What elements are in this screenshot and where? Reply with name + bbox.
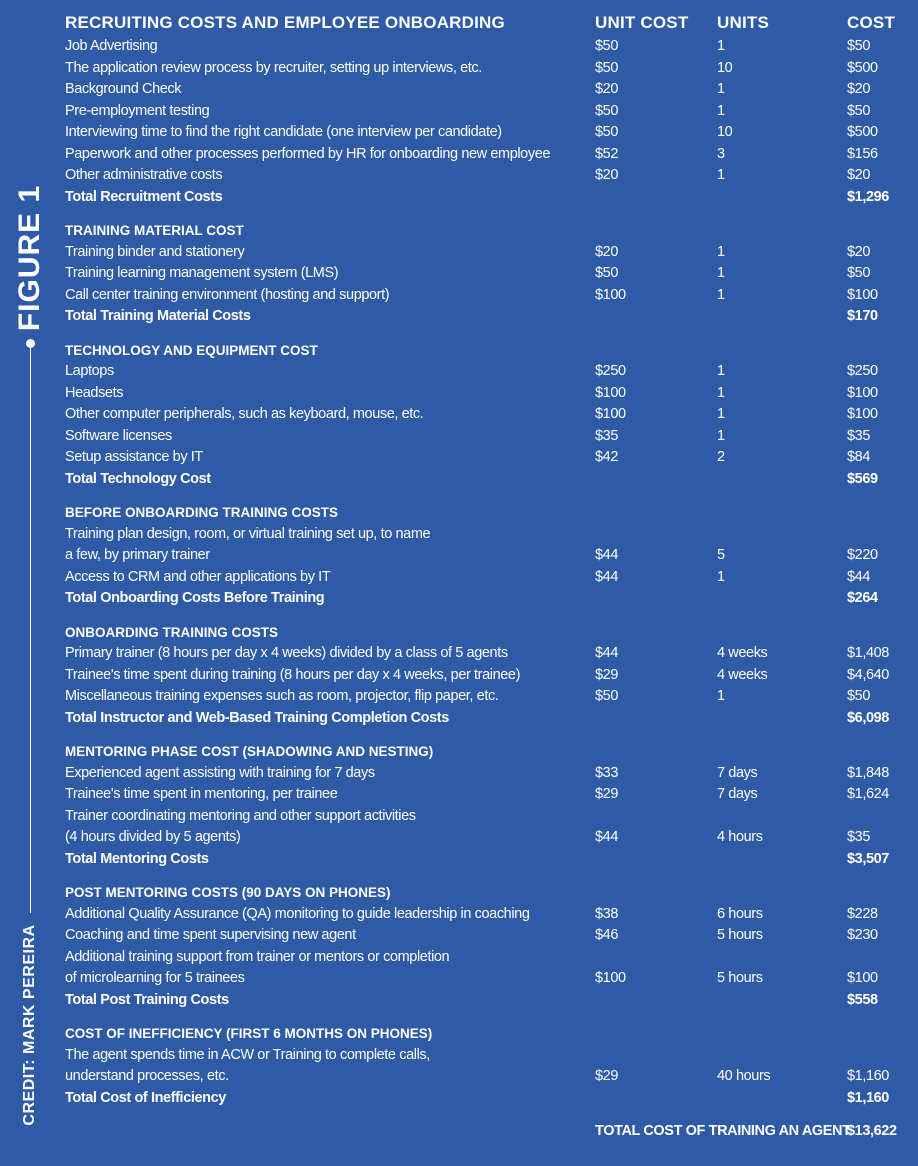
section-heading <box>65 1023 905 1045</box>
row-cost: $100 <box>847 406 878 422</box>
row-description: Training binder and stationery <box>65 243 245 260</box>
row-unit-cost: $20 <box>595 243 618 260</box>
section-total-row <box>65 1088 905 1110</box>
row-cost: $500 <box>847 124 878 140</box>
row-cost: $35 <box>847 427 870 444</box>
section-total-value: $1,296 <box>847 188 889 205</box>
cost-section <box>65 870 905 1011</box>
row-cost: $230 <box>847 927 878 943</box>
row-unit-cost: $100 <box>595 406 626 422</box>
row-cost: $44 <box>847 568 870 585</box>
section-total-label: Total Onboarding Costs Before Training <box>65 590 325 606</box>
row-description: Pre-employment testing <box>65 102 210 119</box>
section-total-label: Total Mentoring Costs <box>65 850 209 867</box>
spacer <box>65 490 905 502</box>
row-units: 5 hours <box>717 970 763 986</box>
row-units: 1 <box>717 167 725 183</box>
row-description: Interviewing time to find the right candidate (one interview per candidate) <box>65 124 502 140</box>
row-description: Trainee's time spent in mentoring, per trainee <box>65 786 338 802</box>
row-cost: $100 <box>847 286 878 303</box>
row-cost: $20 <box>847 167 870 183</box>
row-unit-cost: $42 <box>595 449 618 465</box>
table-row <box>65 947 905 969</box>
row-units: 1 <box>717 38 725 54</box>
row-unit-cost: $44 <box>595 829 618 845</box>
table-row <box>65 784 905 806</box>
row-unit-cost: $33 <box>595 764 618 781</box>
row-units: 6 hours <box>717 905 763 922</box>
row-units: 10 <box>717 59 733 76</box>
table-row <box>65 285 905 307</box>
table-row <box>65 361 905 383</box>
row-units: 1 <box>717 102 725 119</box>
table-row <box>65 686 905 708</box>
row-description: of microlearning for 5 trainees <box>65 970 245 986</box>
section-total-label: Total Cost of Inefficiency <box>65 1089 226 1106</box>
cost-section <box>65 490 905 610</box>
row-unit-cost: $44 <box>595 547 618 563</box>
row-description: Background Check <box>65 81 182 97</box>
cost-section <box>65 328 905 491</box>
row-units: 40 hours <box>717 1068 771 1084</box>
row-cost: $1,408 <box>847 645 889 661</box>
row-unit-cost: $50 <box>595 59 618 76</box>
row-description: Software licenses <box>65 427 172 444</box>
row-unit-cost: $100 <box>595 970 626 986</box>
row-description: Call center training environment (hosting and support) <box>65 286 390 303</box>
row-description: Coaching and time spent supervising new agent <box>65 927 356 943</box>
row-unit-cost: $38 <box>595 905 618 922</box>
table-row <box>65 643 905 665</box>
section-heading <box>65 741 905 763</box>
section-total-row <box>65 990 905 1012</box>
sidebar-line-top <box>30 343 31 913</box>
table-row <box>65 827 905 849</box>
table-row <box>65 763 905 785</box>
spacer <box>65 1109 905 1121</box>
section-heading <box>65 882 905 904</box>
table-row <box>65 383 905 405</box>
section-total-row <box>65 469 905 491</box>
table-title: RECRUITING COSTS AND EMPLOYEE ONBOARDING <box>65 13 505 32</box>
section-total-value: $1,160 <box>847 1089 889 1106</box>
row-description: The agent spends time in ACW or Training to complete calls, <box>65 1046 430 1063</box>
row-unit-cost: $44 <box>595 568 618 585</box>
cost-section <box>65 729 905 870</box>
table-row <box>65 101 905 123</box>
row-unit-cost: $46 <box>595 927 618 943</box>
section-total-row <box>65 306 905 328</box>
table-row <box>65 122 905 144</box>
table-row <box>65 968 905 990</box>
section-total-label: Total Post Training Costs <box>65 991 229 1008</box>
section-total-label: Total Instructor and Web-Based Training Completion Costs <box>65 709 449 726</box>
section-total-row <box>65 588 905 610</box>
row-description: Other administrative costs <box>65 167 223 183</box>
row-units: 1 <box>717 427 725 444</box>
spacer <box>65 1011 905 1023</box>
cost-table <box>65 10 905 1143</box>
row-unit-cost: $35 <box>595 427 618 444</box>
section-title: TRAINING MATERIAL COST <box>65 223 244 238</box>
row-units: 1 <box>717 265 725 281</box>
credit-label: CREDIT: MARK PEREIRA <box>21 924 38 1126</box>
spacer <box>65 870 905 882</box>
table-row <box>65 58 905 80</box>
section-title: COST OF INEFFICIENCY (FIRST 6 MONTHS ON PHONES) <box>65 1026 433 1041</box>
row-description: Additional training support from trainer or mentors or completion <box>65 948 450 965</box>
row-cost: $50 <box>847 38 870 54</box>
figure-label: FIGURE 1 <box>13 184 46 332</box>
row-unit-cost: $50 <box>595 265 618 281</box>
section-title: MENTORING PHASE COST (SHADOWING AND NESTING) <box>65 744 434 759</box>
row-unit-cost: $29 <box>595 666 618 683</box>
row-description: a few, by primary trainer <box>65 547 210 563</box>
table-row <box>65 567 905 589</box>
row-units: 1 <box>717 243 725 260</box>
figure-sidebar <box>0 0 60 1166</box>
table-header <box>65 10 905 36</box>
row-units: 2 <box>717 449 725 465</box>
row-cost: $4,640 <box>847 666 889 683</box>
units-header: UNITS <box>717 13 769 32</box>
section-total-label: Total Technology Cost <box>65 470 211 487</box>
row-description: (4 hours divided by 5 agents) <box>65 829 241 845</box>
row-unit-cost: $100 <box>595 384 626 401</box>
table-row <box>65 79 905 101</box>
spacer <box>65 729 905 741</box>
row-cost: $1,848 <box>847 764 889 781</box>
table-row <box>65 545 905 567</box>
row-description: Trainee's time spent during training (8 hours per day x 4 weeks, per trainee) <box>65 666 521 683</box>
row-units: 1 <box>717 406 725 422</box>
row-units: 10 <box>717 124 733 140</box>
section-total-value: $264 <box>847 590 878 606</box>
row-description: Primary trainer (8 hours per day x 4 weeks) divided by a class of 5 agents <box>65 645 508 661</box>
row-cost: $228 <box>847 905 878 922</box>
section-heading <box>65 340 905 362</box>
table-row <box>65 1045 905 1067</box>
section-total-value: $558 <box>847 991 878 1008</box>
section-total-value: $6,098 <box>847 709 889 726</box>
row-unit-cost: $50 <box>595 38 618 54</box>
grand-total-row <box>65 1121 905 1143</box>
section-title: ONBOARDING TRAINING COSTS <box>65 624 279 640</box>
row-description: Paperwork and other processes performed by HR for onboarding new employee <box>65 145 551 162</box>
row-unit-cost: $20 <box>595 81 618 97</box>
row-unit-cost: $29 <box>595 1068 618 1084</box>
table-row <box>65 806 905 828</box>
table-row <box>65 904 905 926</box>
section-total-label: Total Training Material Costs <box>65 308 251 324</box>
row-units: 1 <box>717 568 725 585</box>
row-description: Miscellaneous training expenses such as room, projector, flip paper, etc. <box>65 688 499 704</box>
row-description: Laptops <box>65 363 114 379</box>
table-row <box>65 1066 905 1088</box>
row-cost: $220 <box>847 547 878 563</box>
row-description: The application review process by recruiter, setting up interviews, etc. <box>65 59 482 76</box>
row-unit-cost: $20 <box>595 167 618 183</box>
row-description: Job Advertising <box>65 38 158 54</box>
row-cost: $20 <box>847 81 870 97</box>
row-cost: $20 <box>847 243 870 260</box>
row-cost: $50 <box>847 102 870 119</box>
row-units: 4 weeks <box>717 666 768 683</box>
table-row <box>65 36 905 58</box>
row-cost: $156 <box>847 145 878 162</box>
row-description: Additional Quality Assurance (QA) monitoring to guide leadership in coaching <box>65 905 530 922</box>
spacer <box>65 328 905 340</box>
row-unit-cost: $100 <box>595 286 626 303</box>
row-units: 7 days <box>717 764 758 781</box>
row-cost: $100 <box>847 384 878 401</box>
row-units: 5 hours <box>717 927 763 943</box>
section-total-row <box>65 708 905 730</box>
row-cost: $35 <box>847 829 870 845</box>
row-cost: $50 <box>847 688 870 704</box>
row-units: 1 <box>717 286 725 303</box>
table-row <box>65 925 905 947</box>
unit-cost-header: UNIT COST <box>595 13 689 32</box>
row-unit-cost: $44 <box>595 645 618 661</box>
row-description: understand processes, etc. <box>65 1068 229 1084</box>
row-units: 3 <box>717 145 725 162</box>
table-row <box>65 524 905 546</box>
section-total-value: $569 <box>847 470 878 487</box>
row-description: Headsets <box>65 384 124 401</box>
row-units: 1 <box>717 363 725 379</box>
row-description: Access to CRM and other applications by IT <box>65 568 331 585</box>
section-title: TECHNOLOGY AND EQUIPMENT COST <box>65 342 318 358</box>
section-title: POST MENTORING COSTS (90 DAYS ON PHONES) <box>65 885 391 900</box>
row-description: Training learning management system (LMS) <box>65 265 339 281</box>
row-unit-cost: $29 <box>595 786 618 802</box>
table-row <box>65 447 905 469</box>
row-unit-cost: $52 <box>595 145 618 162</box>
row-cost: $500 <box>847 59 878 76</box>
row-unit-cost: $250 <box>595 363 626 379</box>
row-cost: $50 <box>847 265 870 281</box>
row-cost: $100 <box>847 970 878 986</box>
sections <box>65 36 905 1109</box>
cost-header: COST <box>847 13 896 32</box>
section-total-row <box>65 849 905 871</box>
grand-total-label: TOTAL COST OF TRAINING AN AGENT <box>595 1123 851 1139</box>
row-units: 1 <box>717 384 725 401</box>
cost-section <box>65 36 905 208</box>
table-row <box>65 242 905 264</box>
row-cost: $84 <box>847 449 870 465</box>
sidebar-dot <box>26 339 35 348</box>
row-unit-cost: $50 <box>595 124 618 140</box>
row-unit-cost: $50 <box>595 102 618 119</box>
row-description: Setup assistance by IT <box>65 449 203 465</box>
spacer <box>65 610 905 622</box>
cost-section <box>65 610 905 730</box>
row-description: Other computer peripherals, such as keyboard, mouse, etc. <box>65 406 424 422</box>
row-cost: $1,624 <box>847 786 889 802</box>
section-total-value: $170 <box>847 308 878 324</box>
section-heading <box>65 622 905 644</box>
table-row <box>65 165 905 187</box>
grand-total-value: $13,622 <box>847 1123 897 1139</box>
row-units: 1 <box>717 81 725 97</box>
section-title: BEFORE ONBOARDING TRAINING COSTS <box>65 505 339 520</box>
cost-section <box>65 208 905 328</box>
row-description: Experienced agent assisting with training for 7 days <box>65 764 375 781</box>
row-units: 5 <box>717 547 725 563</box>
table-row <box>65 404 905 426</box>
section-heading <box>65 502 905 524</box>
spacer <box>65 208 905 220</box>
row-units: 1 <box>717 688 725 704</box>
row-description: Trainer coordinating mentoring and other support activities <box>65 807 416 824</box>
section-total-value: $3,507 <box>847 850 889 867</box>
row-units: 7 days <box>717 786 758 802</box>
row-description: Training plan design, room, or virtual training set up, to name <box>65 525 431 542</box>
section-heading <box>65 220 905 242</box>
table-row <box>65 263 905 285</box>
table-row <box>65 665 905 687</box>
section-total-label: Total Recruitment Costs <box>65 188 223 205</box>
row-cost: $1,160 <box>847 1068 889 1084</box>
row-unit-cost: $50 <box>595 688 618 704</box>
row-units: 4 weeks <box>717 645 768 661</box>
section-total-row <box>65 187 905 209</box>
table-row <box>65 426 905 448</box>
cost-section <box>65 1011 905 1109</box>
row-cost: $250 <box>847 363 878 379</box>
row-units: 4 hours <box>717 829 763 845</box>
table-row <box>65 144 905 166</box>
